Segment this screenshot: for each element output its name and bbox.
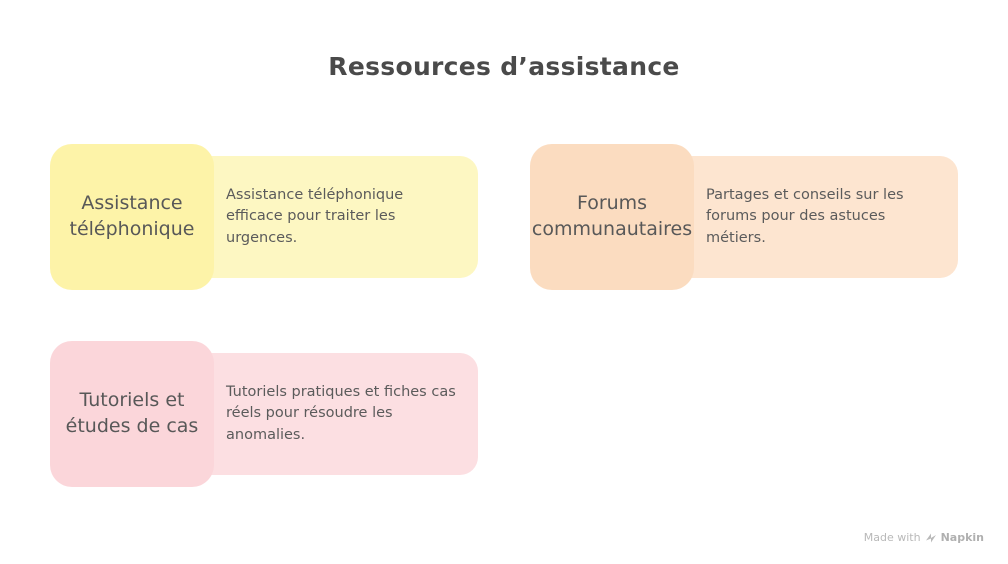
watermark [864,531,984,544]
card-label-assistance-telephonique: Assistance téléphonique [50,144,214,290]
page-title: Ressources d’assistance [328,52,680,81]
card-description-tutoriels-etudes-de-cas: Tutoriels pratiques et fiches cas réels pour résoudre les anomalies. [190,353,478,475]
card-description-assistance-telephonique: Assistance téléphonique efficace pour traiter les urgences. [190,156,478,278]
resource-card-assistance-telephonique [50,144,478,290]
resource-card-tutoriels-etudes-de-cas [50,341,478,487]
resource-card-forums-communautaires [530,144,958,290]
watermark-brand: Napkin [940,531,984,544]
napkin-logo-icon [925,532,937,544]
card-label-tutoriels-etudes-de-cas: Tutoriels et études de cas [50,341,214,487]
watermark-prefix: Made with [863,531,921,544]
card-description-forums-communautaires: Partages et conseils sur les forums pour des astuces métiers. [670,156,958,278]
card-label-forums-communautaires: Forums communautaires [530,144,694,290]
